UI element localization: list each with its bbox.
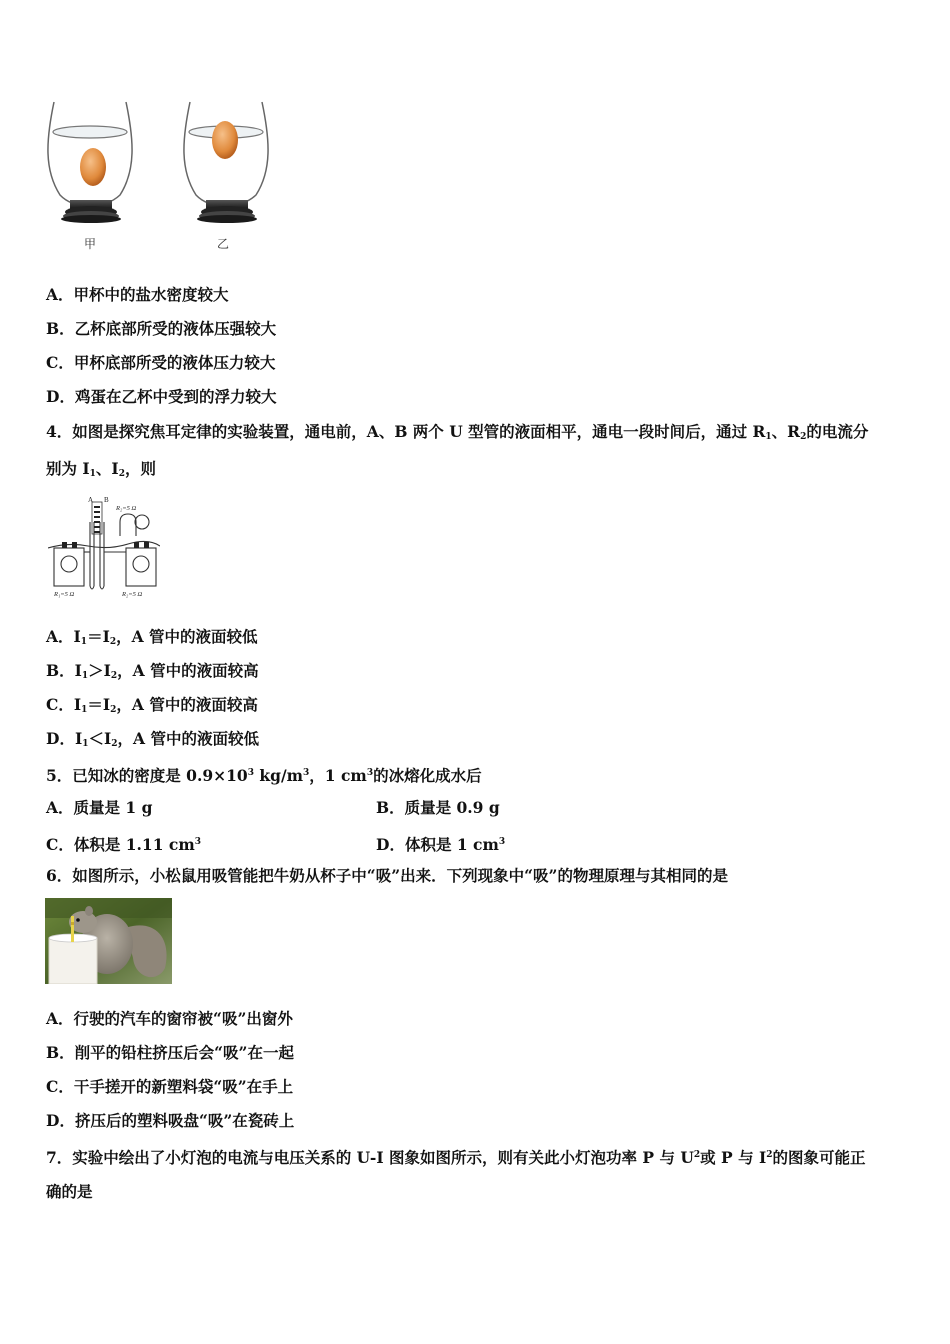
- q4-option-c[interactable]: C．$I_1=I_2$，A 管中的液面较高: [46, 695, 258, 715]
- q4-option-a[interactable]: A．$I_1=I_2$，A 管中的液面较低: [46, 627, 258, 647]
- q6-stem: 6．如图所示，小松鼠用吸管能把牛奶从杯子中“吸”出来．下列现象中“吸”的物理原理与其相同的是: [46, 866, 728, 885]
- q6-option-a[interactable]: A．行驶的汽车的窗帘被“吸”出窗外: [46, 1009, 293, 1028]
- q3-option-b[interactable]: B．乙杯底部所受的液体压强较大: [46, 319, 277, 338]
- tube-a-label: A: [88, 496, 94, 504]
- resistor-r2-label: R₂=5 Ω: [122, 591, 143, 598]
- q6-option-d[interactable]: D．挤压后的塑料吸盘“吸”在瓷砖上: [46, 1111, 295, 1130]
- resistor-top-label: R₂=5 Ω: [116, 505, 137, 512]
- glass-left: [48, 102, 132, 223]
- tube-b-label: B: [104, 496, 109, 504]
- q3-option-a[interactable]: A．甲杯中的盐水密度较大: [46, 285, 229, 304]
- q4-option-b[interactable]: B．$I_1>I_2$，A 管中的液面较高: [46, 661, 259, 681]
- q4-option-d[interactable]: D．$I_1<I_2$，A 管中的液面较低: [46, 729, 259, 749]
- q5-option-d[interactable]: D．体积是 1 $cm^3$: [376, 835, 506, 854]
- q5-option-c[interactable]: C．体积是 1.11 $cm^3$: [46, 835, 201, 854]
- q4-stem-line1: 4．如图是探究焦耳定律的实验装置，通电前，A、B 两个 U 型管的液面相平，通电一段时间后，通过 $R_1$、$R_2$的电流分: [46, 422, 869, 442]
- q5-option-a[interactable]: A．质量是 1 g: [46, 798, 153, 817]
- q6-option-c[interactable]: C．干手搓开的新塑料袋“吸”在手上: [46, 1077, 294, 1096]
- glass-right: [184, 102, 268, 223]
- q6-option-b[interactable]: B．削平的铅柱挤压后会“吸”在一起: [46, 1043, 294, 1062]
- q3-option-d[interactable]: D．鸡蛋在乙杯中受到的浮力较大: [46, 387, 277, 406]
- q7-stem-line2: 确的是: [46, 1182, 93, 1201]
- egg-glasses-figure: [44, 100, 284, 255]
- glass-label-jia: 甲: [84, 237, 97, 251]
- glass-label-yi: 乙: [217, 237, 230, 251]
- q3-option-c[interactable]: C．甲杯底部所受的液体压力较大: [46, 353, 276, 372]
- resistor-r1-label: R₁=5 Ω: [54, 591, 75, 598]
- q5-option-b[interactable]: B．质量是 0.9 g: [376, 798, 500, 817]
- joule-apparatus-figure: [48, 492, 160, 604]
- squirrel-milk-photo: [45, 898, 172, 984]
- q7-stem-line1: 7．实验中绘出了小灯泡的电流与电压关系的 U-I 图象如图所示，则有关此小灯泡功率 P 与 $U^2$或 P 与 $I^2$的图象可能正: [46, 1148, 866, 1167]
- q5-stem: 5．已知冰的密度是 $0.9\times 10^3$ $kg/m^3$，1 $cm^3$的冰熔化成水后: [46, 766, 482, 785]
- q4-stem-line2: 别为 $I_1$、$I_2$，则: [46, 459, 156, 479]
